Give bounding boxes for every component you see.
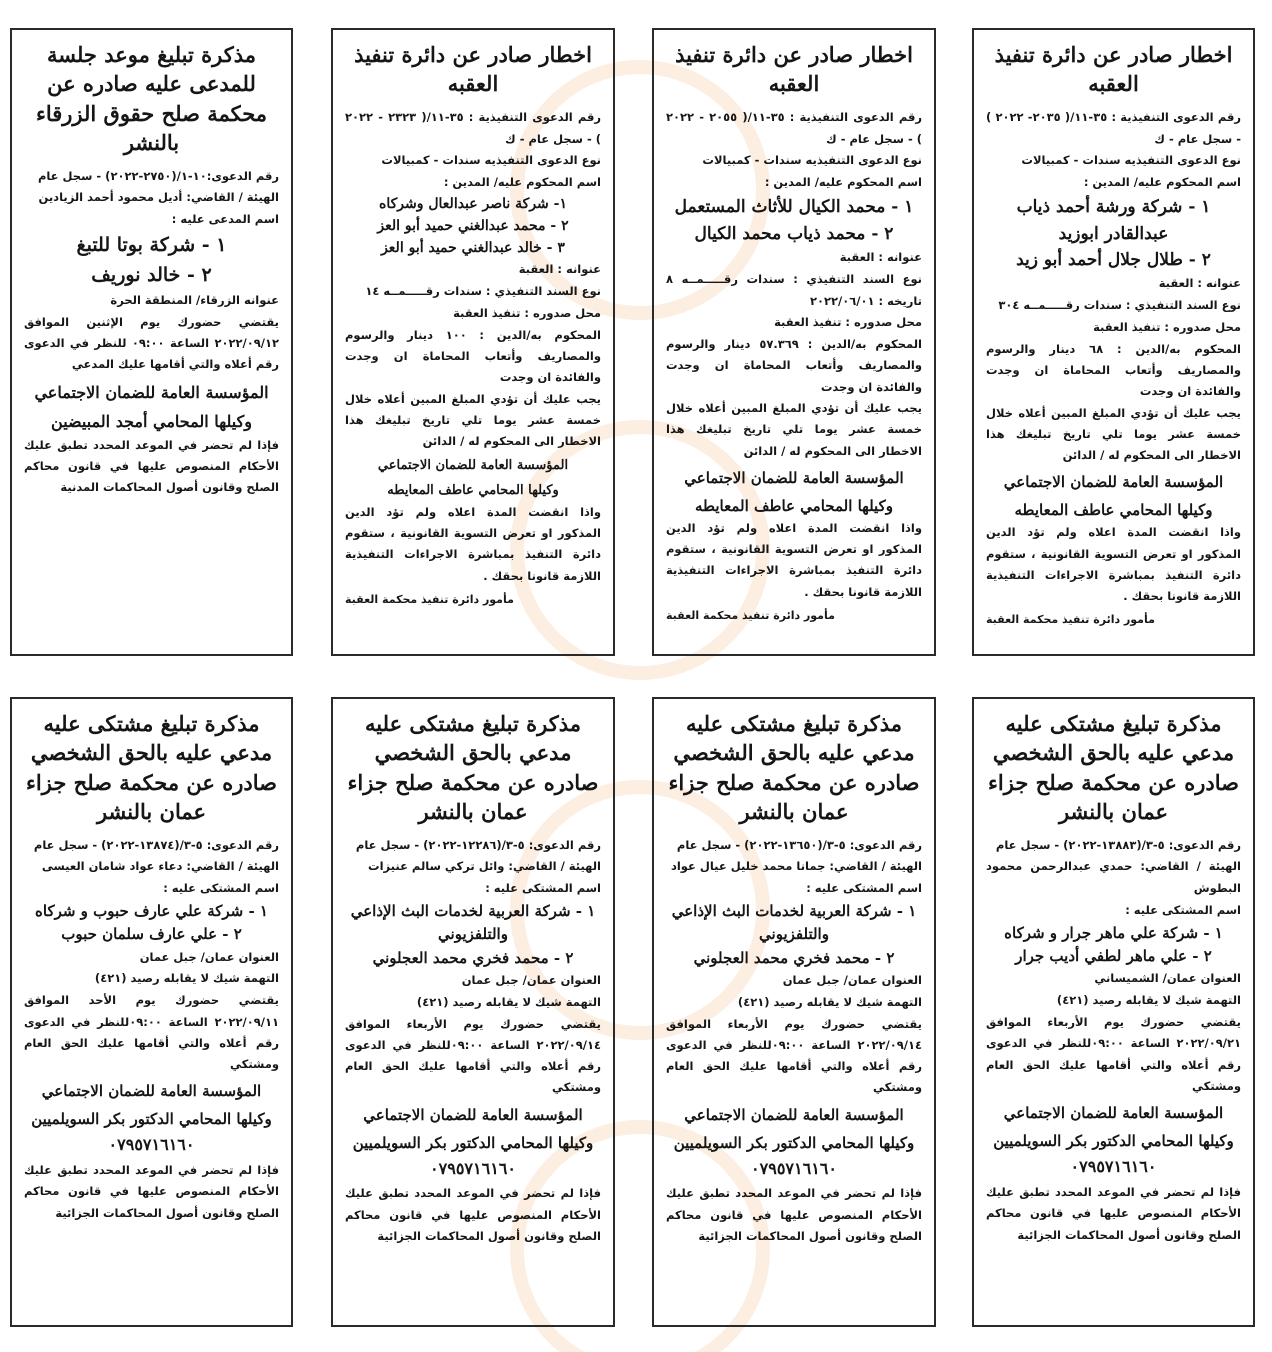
defendant-label: اسم المشتكى عليه : [485,881,601,896]
issued-at: محل صدوره : تنفيذ العقبة [453,305,601,320]
case-type: نوع الدعوى التنفيذيه سندات - كمبيالات [381,153,601,168]
plaintiff-org: المؤسسة العامة للضمان الاجتماعي [34,382,269,402]
defendant-name: ١ - شركة العربية لخدمات البث الإذاعي والتلفزيوني [350,902,596,944]
complaint-notice-12286 [331,697,615,1327]
execution-notice-2055 [652,28,936,656]
plaintiff-lawyer: وكيلها المحامي الدكتور بكر السويلميين [352,1133,594,1152]
complaint-notice-13883 [972,697,1255,1327]
case-number: رقم الدعوى: ٥-٣/(١٣٨٨٣-٢٠٢٢) - سجل عام [995,837,1241,852]
creditor-lawyer: وكيلها المحامي عاطف المعايطه [387,483,559,499]
signature: مأمور دائرة تنفيذ محكمة العقبة [345,593,514,606]
defendant-name: ٢ - محمد فخري محمد العجلوني [372,948,574,967]
case-type: نوع الدعوى التنفيذيه سندات - كمبيالات [702,153,922,168]
defendant-name: ٢ - علي ماهر لطفي أديب جرار [1015,947,1212,966]
defendant-label: اسم المدعى عليه : [171,212,279,227]
defendant-name: ١ - شركة بوتا للتبغ [76,234,227,257]
defendant-name: ١- شركة ناصر عبدالعال وشركاه [379,196,567,213]
absence-warning: فإذا لم تحضر في الموعد المحدد تطبق عليك الأحكام المنصوص عليها في قانون محاكم الصلح وقانون أصول المحاكمات الجزائية [986,1184,1241,1242]
defendant-name: ١ - شركة علي ماهر جرار و شركاه [1004,923,1223,942]
defendant-label: اسم المشتكى عليه : [1125,903,1241,918]
amount: المحكوم به/الدين : ١٠٠ دينار والرسوم والمصاريف وأتعاب المحاماة ان وجدت والفائدة ان وجدت [345,327,601,385]
plaintiff-lawyer: وكيلها المحامي الدكتور بكر السويلميين [673,1133,915,1152]
address: العنوان عمان/ الشميساني [1094,971,1241,986]
judge: الهيئة / القاضي: دعاء عواد شامان العيسى [41,859,279,874]
amount: المحكوم به/الدين : ٦٨ دينار والرسوم والمصاريف وأتعاب المحاماة ان وجدت والفائدة ان وجدت [986,341,1241,399]
summons: يقتضي حضورك يوم الأربعاء الموافق ٢٠٢٢/٠٩/١٤ الساعة ٠٩:٠٠للنظر في الدعوى رقم أعلاه والتي أقامها عليك الحق العام ومشتكي [666,1016,922,1095]
address: عنوانه الزرقاء/ المنطقة الحرة [110,292,279,307]
defendant-name: ٢ - طلال جلال أحمد أبو زيد [1016,249,1211,270]
defendant-name: ١ - محمد الكيال للأثاث المستعمل [674,197,914,218]
signature: مأمور دائرة تنفيذ محكمة العقبة [666,608,835,622]
plaintiff-org: المؤسسة العامة للضمان الاجتماعي [363,1105,583,1124]
payment-demand: يجب عليك أن تؤدي المبلغ المبين أعلاه خلال خمسة عشر يوما تلي تاريخ تبليغك هذا الاخطار الى المحكوم له / الدائن [666,401,922,458]
address: العنوان عمان/ جبل عمان [461,972,601,987]
charge: التهمة شيك لا يقابله رصيد (٤٢١) [416,994,601,1009]
defendant-label: اسم المحكوم عليه/ المدين : [764,175,922,190]
amount: المحكوم به/الدين : ٥٧.٣٦٩ دينار والرسوم والمصاريف وأتعاب المحاماة ان وجدت والفائدة ان وجدت [666,337,922,394]
execution-notice-2035 [972,28,1255,656]
creditor-lawyer: وكيلها المحامي عاطف المعايطه [1014,501,1213,520]
signature: مأمور دائرة تنفيذ محكمة العقبة [986,613,1155,627]
bond-type: نوع السند التنفيذي : سندات رقـــــمــه ٣٠٤ [998,298,1241,313]
phone-number: ٠٧٩٥٧١٦١٦٠ [108,1135,195,1155]
notice-title: اخطار صادر عن دائرة تنفيذ العقبه [354,42,592,97]
case-number: رقم الدعوى التنفيذية : ٣٥-١١/( ٢٣٢٣ - ٢٠٢٢ ) - سجل عام - ك [345,109,601,146]
enforcement-warning: واذا انقضت المدة اعلاه ولم تؤد الدين المذكور او تعرض التسوية القانونية ، ستقوم دائرة التنفيذ بمباشرة الاجراءات التنفيذية اللازمة قانونا بحقك . [986,525,1241,604]
notice-title: اخطار صادر عن دائرة تنفيذ العقبه [675,42,913,97]
summons: يقتضي حضورك يوم الأربعاء الموافق ٢٠٢٢/٠٩/٢١ الساعة ٠٩:٠٠للنظر في الدعوى رقم أعلاه والتي أقامها عليك الحق العام ومشتكي [986,1015,1241,1093]
defendant-name: ١ - شركة ورشة أحمد ذياب عبدالقادر ابوزيد [1016,197,1211,244]
payment-demand: يجب عليك أن تؤدي المبلغ المبين أعلاه خلال خمسة عشر يوما تلي تاريخ تبليغك هذا الاخطار الى المحكوم له / الدائن [986,405,1241,463]
plaintiff-lawyer: وكيلها المحامي أمجد المبيضين [51,412,252,432]
address: عنوانه : العقبة [839,249,922,264]
defendant-name: ٢ - خالد نوريف [91,263,212,286]
phone-number: ٠٧٩٥٧١٦١٦٠ [430,1158,516,1178]
case-number: رقم الدعوى التنفيذية : ٣٥-١١/( ٢٠٣٥- ٢٠٢٢ ) - سجل عام - ك [986,109,1241,146]
creditor-lawyer: وكيلها المحامي عاطف المعايطه [695,496,893,515]
case-type: نوع الدعوى التنفيذيه سندات - كمبيالات [1021,153,1241,168]
creditor-org: المؤسسة العامة للضمان الاجتماعي [377,458,569,474]
defendant-name: ٢ - علي عارف سلمان حبوب [61,925,242,944]
judge: الهيئة / القاضي: أديل محمود أحمد الزيادين [38,190,279,205]
defendant-name: ١ - شركة العربية لخدمات البث الإذاعي والتلفزيوني [671,902,917,944]
address: عنوانه : العقبة [518,262,601,277]
plaintiff-lawyer: وكيلها المحامي الدكتور بكر السويلميين [993,1132,1234,1151]
defendant-label: اسم المشتكى عليه : [806,881,922,896]
absence-warning: فإذا لم تحضر في الموعد المحدد تطبق عليك الأحكام المنصوص عليها في قانون محاكم الصلح وقانون أصول المحاكمات الجزائية [666,1186,922,1243]
plaintiff-org: المؤسسة العامة للضمان الاجتماعي [684,1105,904,1124]
bond-type: نوع السند التنفيذي : سندات رقـــــمــه ١٤ [365,284,601,299]
defendant-name: ٢ - محمد ذياب محمد الكيال [694,223,894,244]
summons: يقتضي حضورك يوم الأحد الموافق ٢٠٢٢/٠٩/١١ الساعة ٠٩:٠٠للنظر في الدعوى رقم أعلاه والتي أقامها عليك الحق العام ومشتكي [24,993,279,1072]
issued-at: محل صدوره : تنفيذ العقبة [1093,319,1241,334]
defendant-name: ٢ - محمد فخري محمد العجلوني [693,948,895,967]
session-notice [10,28,293,656]
notice-title: اخطار صادر عن دائرة تنفيذ العقبه [994,42,1233,97]
defendant-label: اسم المحكوم عليه/ المدين : [1083,175,1241,190]
phone-number: ٠٧٩٥٧١٦١٦٠ [1070,1157,1157,1177]
charge: التهمة شيك لا يقابله رصيد (٤٢١) [94,971,279,986]
judge: الهيئة / القاضي: وائل تركي سالم عنيزات [368,859,601,874]
defendant-label: اسم المشتكى عليه : [163,881,279,896]
issued-at: محل صدوره : تنفيذ العقبة [774,315,922,330]
creditor-org: المؤسسة العامة للضمان الاجتماعي [684,468,904,487]
phone-number: ٠٧٩٥٧١٦١٦٠ [751,1158,837,1178]
creditor-org: المؤسسة العامة للضمان الاجتماعي [1003,473,1224,492]
summons: يقتضي حضورك يوم الإثنين الموافق ٢٠٢٢/٠٩/١٢ الساعة ٠٩:٠٠ للنظر في الدعوى رقم أعلاه والتي أقامها عليك المدعي [24,314,279,372]
absence-warning: فإذا لم تحضر في الموعد المحدد تطبق عليك الأحكام المنصوص عليها في قانون محاكم الصلح وقانون أصول المحاكمات المدنية [24,437,279,495]
notice-title: مذكرة تبليغ مشتكى عليه مدعي عليه بالحق الشخصي صادره عن محكمة صلح جزاء عمان بالنشر [988,711,1239,825]
execution-notice-2323 [331,28,615,656]
case-number: رقم الدعوى: ٥-٣/(١٢٢٨٦-٢٠٢٢) - سجل عام [355,837,601,852]
plaintiff-org: المؤسسة العامة للضمان الاجتماعي [1003,1104,1224,1123]
absence-warning: فإذا لم تحضر في الموعد المحدد تطبق عليك الأحكام المنصوص عليها في قانون محاكم الصلح وقانون أصول المحاكمات الجزائية [345,1186,601,1243]
enforcement-warning: واذا انقضت المدة اعلاه ولم تؤد الدين المذكور او تعرض التسوية القانونية ، ستقوم دائرة التنفيذ بمباشرة الاجراءات التنفيذية اللازمة قانونا بحقك . [345,504,601,583]
summons: يقتضي حضورك يوم الأربعاء الموافق ٢٠٢٢/٠٩/١٤ الساعة ٠٩:٠٠للنظر في الدعوى رقم أعلاه والتي أقامها عليك الحق العام ومشتكي [345,1016,601,1095]
plaintiff-lawyer: وكيلها المحامي الدكتور بكر السويلميين [31,1110,272,1129]
notice-title: مذكرة تبليغ مشتكى عليه مدعي عليه بالحق الشخصي صادره عن محكمة صلح جزاء عمان بالنشر [26,711,277,825]
charge: التهمة شيك لا يقابله رصيد (٤٢١) [737,994,922,1009]
payment-demand: يجب عليك أن تؤدي المبلغ المبين أعلاه خلال خمسة عشر يوما تلي تاريخ تبليغك هذا الاخطار الى المحكوم له / الدائن [345,391,601,449]
address: عنوانه : العقبة [1158,276,1241,291]
address: العنوان عمان/ جبل عمان [782,972,922,987]
defendant-label: اسم المحكوم عليه/ المدين : [443,175,601,190]
case-number: رقم الدعوى:١٠-١/(٢٧٥٠-٢٠٢٢) - سجل عام [37,168,279,183]
notice-title: مذكرة تبليغ مشتكى عليه مدعي بالحق الشخصي صادره عن محكمة صلح جزاء عمان بالنشر [347,711,599,825]
case-number: رقم الدعوى: ٥-٣/(١٣٨٧٤-٢٠٢٢) - سجل عام [33,837,279,852]
bond-type: نوع السند التنفيذي : سندات رقـــــمــه ٨ تاريخه : ٢٠٢٢/٠٦/٠١ [666,271,922,308]
plaintiff-org: المؤسسة العامة للضمان الاجتماعي [41,1082,262,1101]
notice-title: مذكرة تبليغ مشتكى عليه مدعي عليه بالحق الشخصي صادره عن محكمة صلح جزاء عمان بالنشر [668,711,920,825]
complaint-notice-13650 [652,697,936,1327]
address: العنوان عمان/ جبل عمان [139,949,279,964]
defendant-name: ١ - شركة علي عارف حبوب و شركاه [35,902,268,921]
defendant-name: ٣ - خالد عبدالغني حميد أبو العز [381,239,565,256]
complaint-notice-13874 [10,697,293,1327]
judge: الهيئة / القاضي: حمدي عبدالرحمن محمود البطوش [986,859,1241,896]
case-number: رقم الدعوى التنفيذية : ٣٥-١١/( ٢٠٥٥ - ٢٠٢٢ ) - سجل عام - ك [666,109,922,146]
charge: التهمة شيك لا يقابله رصيد (٤٢١) [1056,993,1241,1008]
judge: الهيئة / القاضي: جمانا محمد خليل عيال عواد [670,859,922,874]
notice-title: مذكرة تبليغ موعد جلسة للمدعى عليه صادره عن محكمة صلح حقوق الزرقاء بالنشر [35,42,268,156]
defendant-name: ٢ - محمد عبدالغني حميد أبو العز [377,217,569,234]
absence-warning: فإذا لم تحضر في الموعد المحدد تطبق عليك الأحكام المنصوص عليها في قانون محاكم الصلح وقانون أصول المحاكمات الجزائية [24,1163,279,1220]
case-number: رقم الدعوى: ٥-٣/(١٣٦٥٠-٢٠٢٢) - سجل عام [676,837,922,852]
enforcement-warning: واذا انقضت المدة اعلاه ولم تؤد الدين المذكور او تعرض التسوية القانونية ، ستقوم دائرة التنفيذ بمباشرة الاجراءات التنفيذية اللازمة قانونا بحقك . [666,520,922,599]
